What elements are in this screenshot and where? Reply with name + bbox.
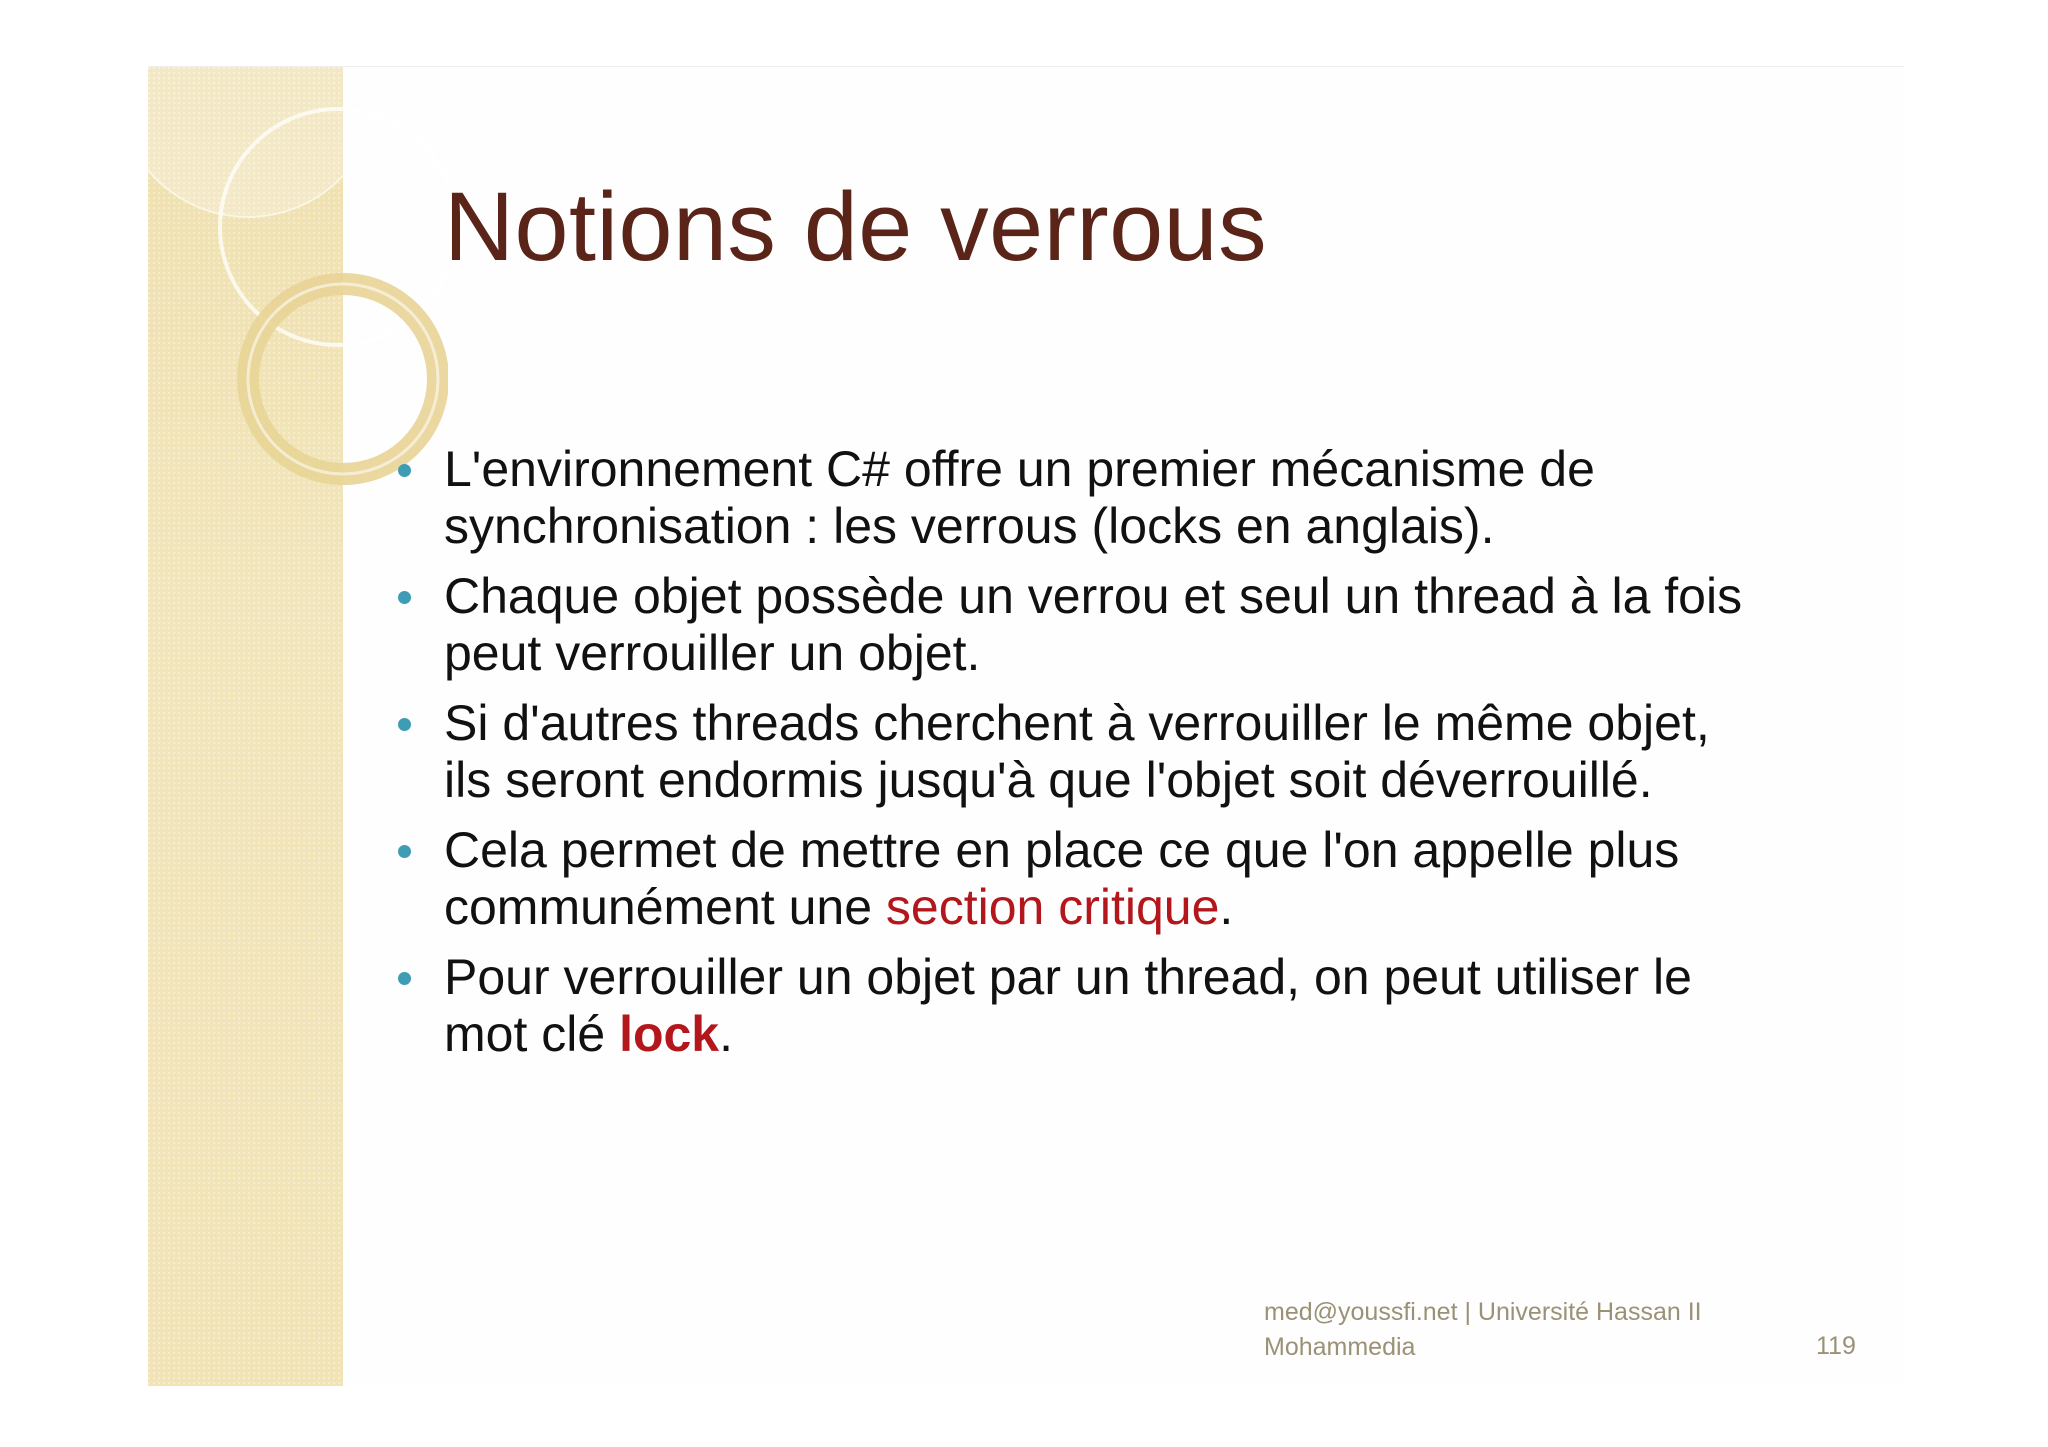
bullet-item	[444, 949, 1864, 1063]
slide-title: Notions de verrous	[444, 172, 1268, 281]
bullet-text: synchronisation : les verrous (locks en anglais).	[444, 498, 1495, 554]
bullet-text: Pour verrouiller un objet par un thread, on peut utiliser le	[444, 949, 1692, 1005]
footer-credit-line1: med@youssfi.net | Université Hassan II	[1264, 1298, 1702, 1326]
bullet-text: L'environnement C# offre un premier mécanisme de	[444, 441, 1595, 497]
bullet-item	[444, 441, 1864, 555]
bullet-item	[444, 695, 1864, 809]
bullet-dot-icon	[398, 591, 411, 604]
bullet-dot-icon	[398, 845, 411, 858]
top-circle-fill	[148, 67, 378, 217]
footer-credit-line2: Mohammedia	[1264, 1333, 1416, 1361]
bullet-text: Chaque objet possède un verrou et seul un thread à la fois	[444, 568, 1743, 624]
bullet-text: Si d'autres threads cherchent à verrouiller le même objet,	[444, 695, 1710, 751]
bullet-text: .	[719, 1006, 734, 1062]
highlight-section-critique: section critique	[885, 879, 1220, 935]
bullet-item	[444, 568, 1864, 682]
bullet-text: ils seront endormis jusqu'à que l'objet soit déverrouillé.	[444, 752, 1653, 808]
highlight-lock-keyword: lock	[619, 1006, 720, 1062]
bullet-text: .	[1219, 879, 1234, 935]
bullet-dot-icon	[398, 464, 411, 477]
bullet-item	[444, 822, 1864, 936]
footer-credit	[1264, 1295, 1784, 1365]
bullet-dot-icon	[398, 972, 411, 985]
small-ring-highlight	[248, 284, 438, 474]
bullet-list	[444, 441, 1864, 1076]
page-number: 119	[1816, 1332, 1856, 1360]
bullet-dot-icon	[398, 718, 411, 731]
bullet-text: peut verrouiller un objet.	[444, 625, 981, 681]
decorative-circles	[148, 67, 448, 527]
bullet-text: Cela permet de mettre en place ce que l'on appelle plus	[444, 822, 1680, 878]
bullet-text: communément une	[444, 879, 886, 935]
bullet-text: mot clé	[444, 1006, 620, 1062]
slide	[148, 66, 1904, 1386]
